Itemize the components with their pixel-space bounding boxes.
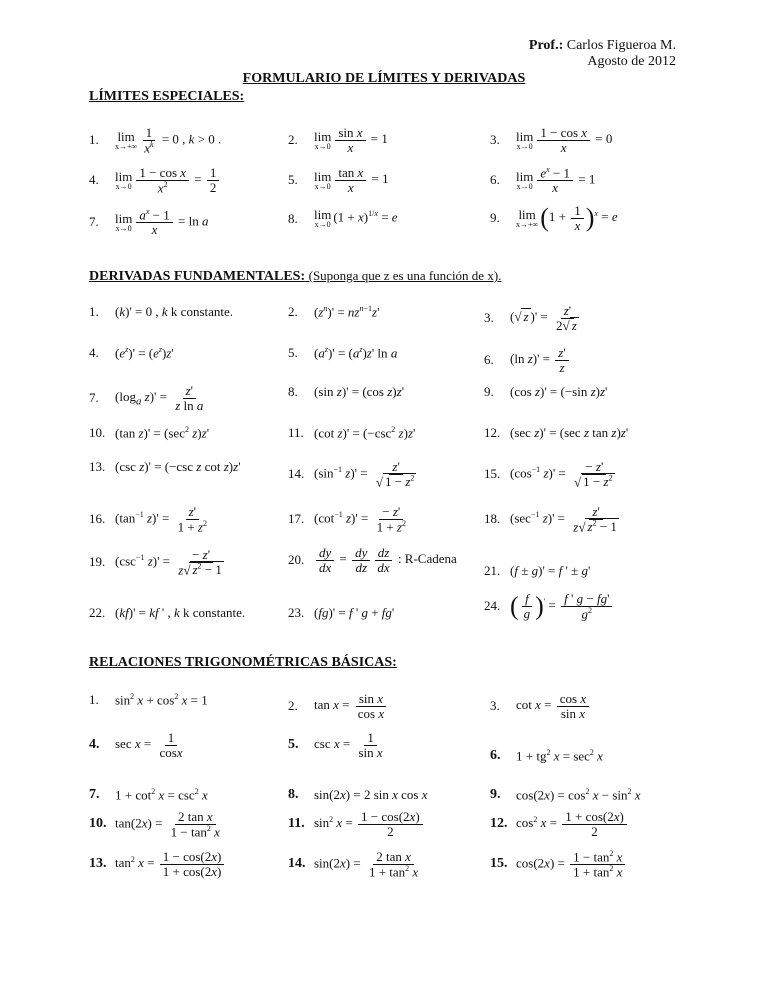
trig-formula: 2. tan x = $\frac{\text{sin x}}{\text{cos x}}$: [288, 691, 385, 721]
derivative-formula: 9. (cos z)' = (−sin z)z': [484, 384, 608, 399]
trig-formula: 12. $\cos^2 x$ = $\frac{1 + \cos(2x)}{2}$: [490, 810, 629, 838]
formula-number: 6.: [490, 172, 500, 188]
formula-number: 22.: [89, 605, 106, 620]
formula-number: 1.: [89, 132, 99, 148]
formula-number: 18.: [484, 511, 501, 527]
constant-note: k constante.: [170, 304, 234, 319]
derivative-formula: 16. ($\tan^{-1}$ z)' = $\frac{z'}{1 + z^2}$: [89, 504, 207, 534]
derivative-formula: 24. ( $\frac{f}{g}$ )' = $\frac{f ' g - fg'}{g^2}$: [484, 592, 614, 621]
derivative-formula: 4. $(e^z)' = (e^z)z'$: [89, 345, 174, 361]
chain-rule-label: : R-Cadena: [397, 551, 457, 567]
formula-number: 6.: [484, 352, 494, 368]
formula-number: 4.: [89, 737, 100, 753]
formula-number: 12.: [490, 816, 508, 832]
trig-formula: 13. $\tan^2 x$ = $\frac{1 - \cos(2x)}{1 + \cos(2x)}$: [89, 850, 226, 878]
formula-number: 7.: [89, 214, 99, 230]
trig-formula: 15. cos(2x) = $\frac{1 - \tan^2 x}{1 + \tan^2 x}$: [490, 850, 627, 879]
trig-formula: 14. sin(2x) = $\frac{\text{2 tan x}}{1 + \tan^2 x}$: [288, 849, 419, 879]
formula-number: 8.: [288, 384, 298, 399]
derivative-formula: 13. (csc z)' = (−csc z cot z)z': [89, 459, 241, 474]
page-title: FORMULARIO DE LÍMITES Y DERIVADAS: [242, 71, 526, 86]
author-label: Prof.:: [528, 38, 564, 53]
formula-number: 9.: [490, 787, 501, 803]
limit-formula: 9. lim x→+∞ (1 + $\frac{1}{x}$ )$^x$ = e: [490, 203, 618, 233]
formula-number: 17.: [288, 511, 305, 527]
derivative-formula: 3. (√ z )' = $\frac{z'}{2√ z}$: [484, 303, 577, 333]
limit-formula: 7. lim x→0 $\frac{a^x - 1}{x}$ = ln a: [89, 207, 209, 237]
formula-number: 6.: [490, 748, 501, 764]
derivative-formula: 20. $\frac{dy}{dx}$ = $\frac{dy}{dz}$ $\frac{dz}{dx}$ : R-Cadena: [288, 545, 457, 575]
section-derivatives-heading: [89, 268, 501, 285]
formula-number: 7.: [89, 390, 99, 406]
formula-number: 13.: [89, 856, 107, 872]
derivative-formula: 21. (f ± g)' = f ' ± g': [484, 563, 591, 578]
formula-number: 13.: [89, 459, 106, 474]
formula-number: 7.: [89, 787, 100, 803]
formula-number: 3.: [490, 132, 500, 148]
formula-number: 10.: [89, 425, 106, 441]
limit-formula: 4. lim x→0 $\frac{\text{1 − cos x}}{x^2}$ = $\frac{1}{2}$: [89, 166, 221, 195]
formula-number: 5.: [288, 737, 299, 753]
derivative-formula: 23. (fg)' = f ' g + fg': [288, 605, 395, 620]
formula-number: 8.: [288, 787, 299, 802]
derivative-formula: 18. ($\sec^{-1}$ z)' = $\frac{z'}{z√ z^2 - 1}$: [484, 504, 617, 534]
section-limits-heading: LÍMITES ESPECIALES:: [89, 89, 245, 104]
trig-formula: 4. sec x = $\frac{1}{\cos x}$: [89, 730, 183, 760]
formula-number: 8.: [288, 210, 298, 226]
derivative-formula: 7. ($\log_a$ z)' = $\frac{z'}{\text{z ln a}}$: [89, 383, 204, 413]
trig-formula: 3. cot x = $\frac{\text{cos x}}{\text{sin x}}$: [490, 692, 591, 720]
author-name: Carlos Figueroa M.: [563, 38, 676, 53]
formula-number: 4.: [89, 172, 99, 188]
limit-formula: 1. lim x→+∞ $\frac{1}{x^k}$ = 0 , k > 0 .: [89, 125, 222, 155]
derivative-formula: 19. ($\csc^{-1}$ z)' = $\frac{- z'}{z√ z^2 - 1}$: [89, 547, 222, 577]
limit-formula: 3. lim x→0 $\frac{\text{1 − cos x}}{x}$ = 0: [490, 125, 613, 155]
derivative-formula: 17. ($\cot^{-1}$ z)' = $\frac{- z'}{1 + z^2}$: [288, 504, 406, 534]
derivative-formula: 12. (sec z)' = (sec z tan z)z': [484, 425, 629, 440]
formula-number: 2.: [288, 132, 298, 148]
formula-number: 15.: [490, 856, 508, 872]
formula-number: 11.: [288, 816, 305, 832]
constant-note: k constante.: [183, 605, 246, 620]
formula-number: 3.: [490, 698, 500, 714]
derivatives-note: (Suponga que z es una función de x).: [308, 268, 502, 283]
formula-number: 20.: [288, 552, 305, 568]
section-trig-heading: RELACIONES TRIGONOMÉTRICAS BÁSICAS:: [89, 655, 397, 670]
formula-number: 9.: [484, 384, 494, 399]
trig-formula: 6. $1 + tg^2$ $x = \sec^2 x$: [490, 748, 603, 764]
formula-number: 16.: [89, 511, 106, 527]
derivative-formula: 15. ($\cos^{-1}$ z)' = $\frac{- z'}{√ 1 - z^2}$: [484, 459, 613, 489]
trig-formula: 5. csc x = $\frac{1}{\text{sin x}}$: [288, 730, 383, 760]
trig-formula: 8. sin(2x) = 2 sin x cos x: [288, 787, 428, 802]
formula-number: 1.: [89, 692, 99, 708]
author-line: [529, 38, 676, 54]
derivative-formula: 6. (ln z)' = $\frac{z'}{z}$: [484, 346, 571, 374]
limit-formula: 2. lim x→0 $\frac{\text{sin x}}{x}$ = 1: [288, 125, 388, 155]
section-derivatives-title: DERIVADAS FUNDAMENTALES:: [89, 269, 306, 284]
formula-number: 9.: [490, 210, 500, 226]
formula-number: 3.: [484, 310, 494, 326]
formula-number: 14.: [288, 466, 305, 482]
formula-number: 2.: [288, 698, 298, 714]
derivative-formula: 2. $(z^n)' = nz^{n-1}z'$: [288, 304, 380, 320]
derivative-formula: 10. (tan $z)' = (\sec^2$ z)z': [89, 425, 210, 441]
trig-formula: 9. $\cos(2x) = \cos^2 x - \sin^2 x$: [490, 787, 641, 803]
formula-number: 4.: [89, 345, 99, 361]
formula-number: 15.: [484, 466, 501, 482]
formula-number: 21.: [484, 563, 501, 578]
derivative-formula: 1. (k)' = 0 , k k constante.: [89, 304, 234, 319]
derivative-formula: 8. (sin z)' = (cos z)z': [288, 384, 405, 399]
formula-number: 24.: [484, 598, 501, 614]
trig-formula: 10. tan(2x) = $\frac{\text{2 tan x}}{1 - \tan^2 x}$: [89, 809, 220, 839]
formula-number: 1.: [89, 304, 99, 319]
derivative-formula: 22. (kf)' = kf ' , k k constante.: [89, 605, 246, 620]
limit-formula: 6. lim x→0 $\frac{e^x - 1}{x}$ = 1: [490, 165, 596, 195]
formula-number: 5.: [288, 172, 298, 188]
limit-formula: 5. lim x→0 $\frac{\text{tan x}}{x}$ = 1: [288, 165, 389, 195]
formula-number: 10.: [89, 816, 107, 832]
trig-formula: 7. $1 + \cot^2 x = \csc^2 x$: [89, 787, 208, 803]
derivative-formula: 14. ($\sin^{-1}$ z)' = $\frac{z'}{√ 1 - z^2}$: [288, 459, 415, 489]
date-line: Agosto de 2012: [587, 54, 676, 69]
formula-number: 12.: [484, 425, 501, 440]
formula-number: 2.: [288, 304, 298, 320]
formula-number: 11.: [288, 425, 304, 441]
formula-number: 23.: [288, 605, 305, 620]
derivative-formula: 5. $(a^z)' = (a^z)z'$ ln a: [288, 345, 398, 361]
trig-formula: 1. $\sin^2 x + \cos^2 x = 1$: [89, 692, 208, 708]
formula-number: 5.: [288, 345, 298, 361]
trig-formula: 11. $\sin^2 x$ = $\frac{1 - \cos(2x)}{2}$: [288, 810, 425, 838]
limit-formula: 8. lim x→0 $(1 + x)^{1/x} = e$: [288, 207, 398, 229]
formula-number: 14.: [288, 856, 306, 872]
derivative-formula: 11. (cot $z)' = (-\csc^2$ z)z': [288, 425, 416, 441]
formula-number: 19.: [89, 554, 106, 570]
